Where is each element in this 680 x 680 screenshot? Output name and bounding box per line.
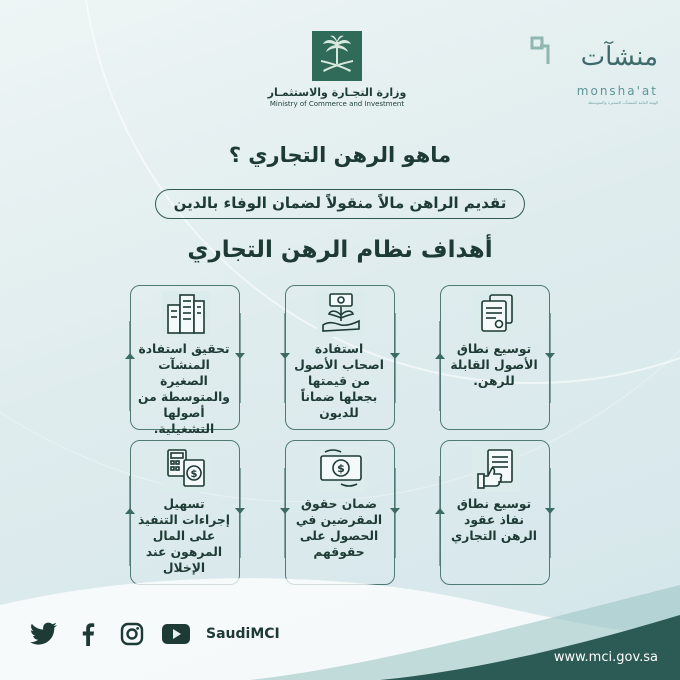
monshaat-name-arabic: منشآت bbox=[580, 42, 658, 72]
definition-pill: تقديم الراهن مالاً منقولاً لضمان الوفاء بالدين bbox=[155, 189, 525, 219]
ministry-name-arabic: وزارة التجـارة والاستثمـار bbox=[267, 86, 407, 99]
palm-swords-emblem-icon bbox=[311, 30, 363, 82]
goal-card-text: تحقيق استفادة المنشآت الصغيرة والمتوسطة من أصولها التشغيلية. bbox=[138, 342, 230, 436]
goals-heading: أهداف نظام الرهن التجاري bbox=[187, 237, 493, 263]
monshaat-mark-icon bbox=[528, 34, 552, 70]
banknote-dollar-icon bbox=[317, 446, 365, 492]
arrow-up-icon bbox=[434, 313, 446, 411]
arrow-down-icon bbox=[279, 313, 291, 411]
instagram-icon[interactable] bbox=[118, 622, 146, 646]
arrow-down-icon bbox=[544, 468, 556, 566]
facebook-icon[interactable] bbox=[74, 622, 102, 646]
arrow-down-icon bbox=[279, 468, 291, 566]
arrow-up-icon bbox=[124, 313, 136, 411]
money-plant-hand-icon bbox=[317, 291, 365, 337]
arrow-down-icon bbox=[544, 313, 556, 411]
social-handle[interactable]: SaudiMCI bbox=[206, 626, 280, 642]
goal-card-2 bbox=[285, 285, 395, 430]
ministry-name-english: Ministry of Commerce and Investment bbox=[269, 100, 405, 108]
goal-card-text: استفادة اصحاب الأصول من قيمتها بجعلها ضماناً للديون bbox=[294, 342, 384, 420]
goal-card-5 bbox=[285, 440, 395, 585]
buildings-icon bbox=[162, 291, 210, 337]
monshaat-subtitle: الهيئة العامة للمنشآت الصغيرة والمتوسطة bbox=[587, 100, 658, 105]
website-link[interactable]: www.mci.gov.sa bbox=[553, 650, 658, 665]
ministry-logo bbox=[262, 30, 412, 108]
twitter-icon[interactable] bbox=[30, 622, 58, 646]
question-heading: ماهو الرهن التجاري ؟ bbox=[228, 143, 452, 167]
svg-text:$: $ bbox=[337, 462, 345, 475]
documents-certificate-icon bbox=[472, 291, 520, 337]
arrow-down-icon bbox=[234, 468, 246, 566]
monshaat-name-english: monsha'at bbox=[576, 84, 658, 98]
arrow-up-icon bbox=[434, 468, 446, 566]
goal-card-text: توسيع نطاق الأصول القابلة للرهن. bbox=[450, 342, 538, 388]
calculator-dollar-icon bbox=[162, 446, 210, 492]
svg-text:$: $ bbox=[190, 469, 198, 480]
arrow-down-icon bbox=[389, 313, 401, 411]
goal-card-4 bbox=[440, 440, 550, 585]
goal-card-1 bbox=[440, 285, 550, 430]
goal-card-6 bbox=[130, 440, 240, 585]
goal-card-text: توسيع نطاق نفاذ عقود الرهن التجاري bbox=[450, 497, 538, 543]
arrow-down-icon bbox=[234, 313, 246, 411]
arrow-up-icon bbox=[124, 468, 136, 566]
goal-card-text: تسهيل إجراءات التنفيذ على المال المرهون عند الإخلال bbox=[138, 497, 230, 575]
arrow-down-icon bbox=[389, 468, 401, 566]
social-links bbox=[30, 622, 280, 646]
goal-card-3 bbox=[130, 285, 240, 436]
contract-thumbs-up-icon bbox=[472, 446, 520, 492]
goal-card-text: ضمان حقوق المقرضين في الحصول على حقوقهم bbox=[295, 497, 383, 559]
youtube-icon[interactable] bbox=[162, 622, 190, 646]
